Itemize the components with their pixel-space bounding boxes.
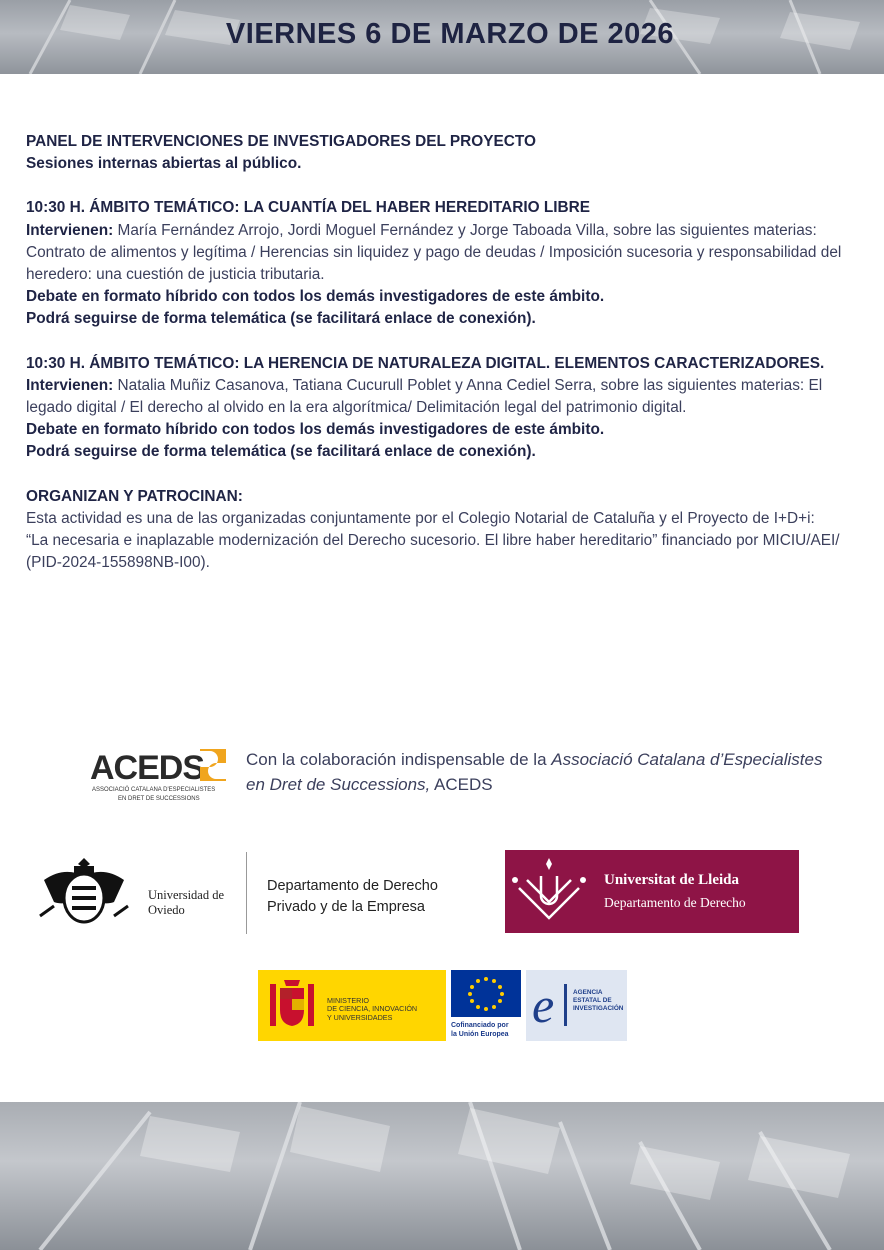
flags-background-image bbox=[0, 1102, 884, 1250]
eu-cofinanced-logo bbox=[449, 970, 522, 1041]
oviedo-department bbox=[267, 876, 438, 918]
main-content bbox=[26, 131, 846, 574]
session-1 bbox=[26, 197, 846, 330]
aceds-logo-sub1: ASSOCIACIÓ CATALANA D'ESPECIALISTES bbox=[92, 787, 216, 793]
footer-banner bbox=[0, 1102, 884, 1250]
oviedo-logo-block bbox=[38, 852, 478, 934]
aceds-text-italic: Associació Catalana d’Especialistes en Dret de Successions, bbox=[246, 750, 823, 794]
aei-symbol-icon bbox=[530, 970, 574, 1041]
ministry-line2: DE CIENCIA, INNOVACIÓN bbox=[327, 1004, 418, 1014]
speakers-label: Intervienen: bbox=[26, 221, 114, 239]
header-banner bbox=[0, 0, 884, 74]
session-speakers bbox=[26, 220, 846, 287]
session-remote: Podrá seguirse de forma telemática (se facilitará enlace de conexión). bbox=[26, 310, 536, 328]
panel-subtitle: Sesiones internas abiertas al público. bbox=[26, 155, 302, 173]
session-heading: 10:30 H. ÁMBITO TEMÁTICO: LA CUANTÍA DEL HABER HEREDITARIO LIBRE bbox=[26, 199, 591, 217]
aei-logo bbox=[526, 970, 627, 1041]
organizers-section bbox=[26, 486, 846, 575]
aceds-text-post: ACEDS bbox=[430, 775, 493, 794]
ministry-line1: MINISTERIO bbox=[327, 996, 369, 1005]
speakers-text: María Fernández Arrojo, Jordi Moguel Fernández y Jorge Taboada Villa, sobre las siguientes materias: Contrato de alimentos y legítima / Herencias sin liquidez y pago de deudas / Imposición sucesoria y responsabilidad del heredero: una cuestión de justicia tributaria. bbox=[26, 221, 842, 284]
aceds-text bbox=[246, 747, 826, 797]
organizers-heading: ORGANIZAN Y PATROCINAN: bbox=[26, 487, 243, 505]
session-debate: Debate en formato híbrido con todos los demás investigadores de este ámbito. bbox=[26, 288, 605, 306]
eu-flag-icon bbox=[451, 970, 521, 1017]
speakers-label: Intervienen: bbox=[26, 376, 114, 394]
oviedo-name-line1: Universidad de bbox=[148, 888, 225, 902]
ministry-text bbox=[327, 997, 417, 1022]
ministry-logo bbox=[258, 970, 446, 1041]
session-speakers bbox=[26, 375, 846, 419]
aceds-text-pre: Con la colaboración indispensable de la bbox=[246, 750, 552, 769]
session-remote: Podrá seguirse de forma telemática (se facilitará enlace de conexión). bbox=[26, 443, 536, 461]
lleida-name: Universitat de Lleida bbox=[604, 872, 739, 888]
aei-line1: AGENCIA bbox=[573, 989, 603, 996]
aceds-logo-sub2: EN DRET DE SUCCESSIONS bbox=[118, 796, 200, 802]
spain-coat-of-arms-icon bbox=[264, 970, 324, 1041]
svg-text:e: e bbox=[532, 977, 555, 1033]
project-text: “La necesaria e inaplazable modernización del Derecho sucesorio. El libre haber hereditario” financiado por MICIU/AEI/ (PID-2024-155898NB-I00). bbox=[26, 532, 840, 572]
lleida-department: Departamento de Derecho bbox=[604, 895, 746, 910]
oviedo-dept-line2: Privado y de la Empresa bbox=[267, 899, 425, 915]
oviedo-name-line2: Oviedo bbox=[148, 903, 185, 917]
lleida-logo-block bbox=[505, 850, 799, 933]
eu-line1: Cofinanciado por bbox=[451, 1022, 509, 1029]
speakers-text: Natalia Muñiz Casanova, Tatiana Cucurull Poblet y Anna Cediel Serra, sobre las siguientes materias: El legado digital / El derecho al olvido en la era algorítmica/ Delimitación legal del patrimonio digital. bbox=[26, 376, 823, 417]
divider bbox=[246, 852, 247, 934]
aceds-collaboration bbox=[88, 745, 823, 805]
aceds-logo-text: ACEDS bbox=[90, 749, 205, 787]
session-debate: Debate en formato híbrido con todos los demás investigadores de este ámbito. bbox=[26, 421, 605, 439]
aei-line3: INVESTIGACIÓN bbox=[573, 1005, 624, 1012]
eu-text bbox=[451, 1021, 509, 1039]
oviedo-dept-line1: Departamento de Derecho bbox=[267, 878, 438, 894]
session-heading: 10:30 H. ÁMBITO TEMÁTICO: LA HERENCIA DE NATURALEZA DIGITAL. ELEMENTOS CARACTERIZADORES. bbox=[26, 354, 825, 372]
ministry-line3: Y UNIVERSIDADES bbox=[327, 1012, 393, 1022]
session-2 bbox=[26, 353, 846, 464]
organizers-text: Esta actividad es una de las organizadas conjuntamente por el Colegio Notarial de Cataluña y el Proyecto de I+D+i: bbox=[26, 509, 815, 527]
page-title: VIERNES 6 DE MARZO DE 2026 bbox=[225, 18, 675, 50]
eu-line2: la Unión Europea bbox=[451, 1031, 509, 1038]
aei-line2: ESTATAL DE bbox=[573, 997, 612, 1004]
aceds-logo bbox=[88, 745, 230, 805]
panel-title: PANEL DE INTERVENCIONES DE INVESTIGADORES DEL PROYECTO bbox=[26, 133, 536, 150]
lleida-emblem-icon bbox=[505, 850, 595, 933]
aei-text bbox=[573, 989, 623, 1013]
oviedo-crest-icon bbox=[38, 856, 130, 928]
oviedo-name bbox=[148, 888, 224, 918]
